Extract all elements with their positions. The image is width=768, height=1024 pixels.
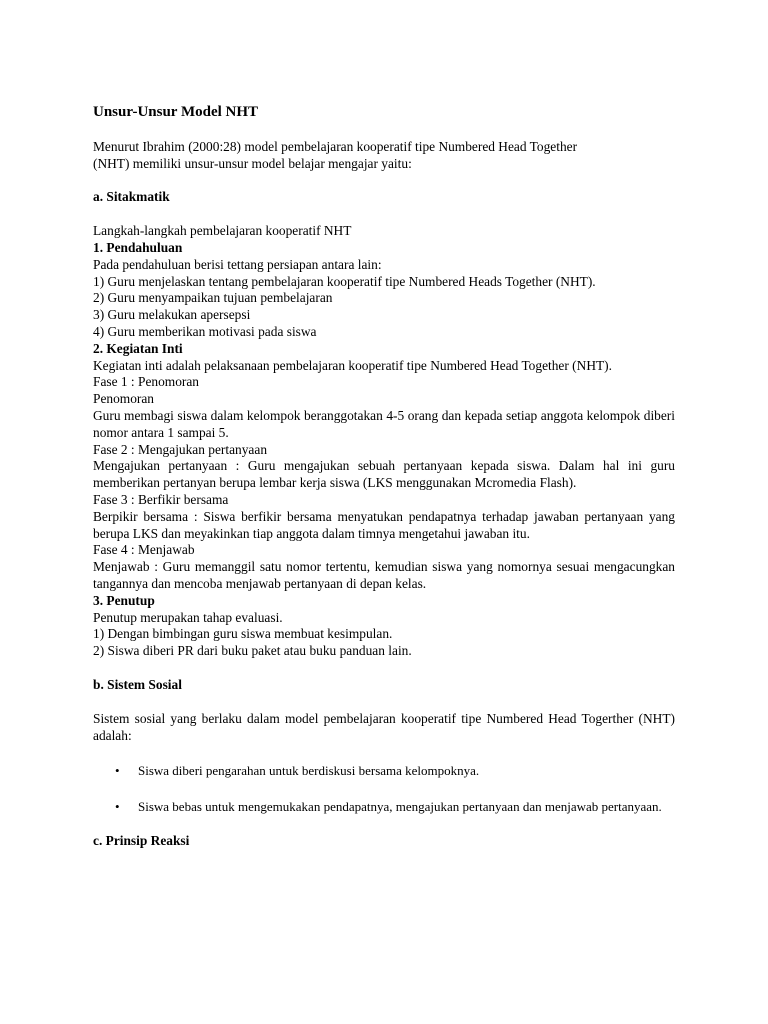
fase-1-title: Penomoran — [93, 391, 154, 407]
bullet-icon: • — [115, 799, 120, 815]
fase-4-text: Menjawab : Guru memanggil satu nomor tertentu, kemudian siswa yang nomornya sesuai mengacungkan tangannya dan mencoba menjawab pertanyaan di depan kelas. — [93, 559, 675, 591]
intro-paragraph-line-1: Menurut Ibrahim (2000:28) model pembelajaran kooperatif tipe Numbered Head Together — [93, 138, 578, 154]
fase-2-label: Fase 2 : Mengajukan pertanyaan — [93, 441, 268, 457]
bullet-icon: • — [115, 763, 120, 779]
penutup-lead: Penutup merupakan tahap evaluasi. — [93, 609, 283, 625]
penutup-heading: 3. Penutup — [93, 592, 155, 608]
pendahuluan-item-3: 3) Guru melakukan apersepsi — [93, 307, 251, 323]
fase-1-text: Guru membagi siswa dalam kelompok beranggotakan 4-5 orang dan kepada setiap anggota kelompok diberi nomor antara 1 sampai 5. — [93, 407, 675, 440]
pendahuluan-item-4: 4) Guru memberikan motivasi pada siswa — [93, 323, 317, 339]
section-a-heading: a. Sitakmatik — [93, 189, 170, 205]
kegiatan-inti-heading: 2. Kegiatan Inti — [93, 340, 183, 356]
list-item — [93, 761, 675, 780]
document-body — [93, 104, 675, 850]
document-title: Unsur-Unsur Model NHT — [93, 104, 259, 120]
fase-3-text: Berpikir bersama : Siswa berfikir bersama menyatukan pendapatnya terhadap jawaban pertanyaan yang berupa LKS dan meyakinkan tiap anggota dalam timnya mengetahui jawaban itu. — [93, 508, 675, 541]
pendahuluan-heading: 1. Pendahuluan — [93, 239, 183, 255]
section-c-heading: c. Prinsip Reaksi — [93, 833, 190, 849]
section-a-lead: Langkah-langkah pembelajaran kooperatif NHT — [93, 223, 352, 239]
intro-paragraph-line-2: (NHT) memiliki unsur-unsur model belajar mengajar yaitu: — [93, 155, 412, 171]
penutup-item-1: 1) Dengan bimbingan guru siswa membuat kesimpulan. — [93, 626, 393, 642]
list-item — [93, 797, 675, 816]
pendahuluan-item-2: 2) Guru menyampaikan tujuan pembelajaran — [93, 290, 333, 306]
section-b-text: Sistem sosial yang berlaku dalam model pembelajaran kooperatif tipe Numbered Head Togerther (NHT) adalah: — [93, 710, 675, 743]
bullet-text: Siswa bebas untuk mengemukakan pendapatnya, mengajukan pertanyaan dan menjawab pertanyaan. — [138, 799, 662, 815]
pendahuluan-item-1: 1) Guru menjelaskan tentang pembelajaran kooperatif tipe Numbered Heads Together (NHT). — [93, 273, 596, 289]
fase-3-label: Fase 3 : Berfikir bersama — [93, 491, 229, 507]
section-b-bullet-list — [93, 761, 675, 816]
fase-2-text: Mengajukan pertanyaan : Guru mengajukan sebuah pertanyaan kepada siswa. Dalam hal ini guru memberikan pertanyan berupa lembar kerja siswa (LKS menggunakan Mcromedia Flash). — [93, 458, 675, 491]
penutup-item-2: 2) Siswa diberi PR dari buku paket atau buku panduan lain. — [93, 643, 412, 659]
section-b-heading: b. Sistem Sosial — [93, 676, 182, 692]
fase-1-label: Fase 1 : Penomoran — [93, 374, 199, 390]
fase-4-label: Fase 4 : Menjawab — [93, 542, 195, 558]
kegiatan-inti-lead: Kegiatan inti adalah pelaksanaan pembelajaran kooperatif tipe Numbered Head Together (NHT). — [93, 357, 612, 373]
pendahuluan-lead: Pada pendahuluan berisi tettang persiapan antara lain: — [93, 256, 382, 272]
bullet-text: Siswa diberi pengarahan untuk berdiskusi bersama kelompoknya. — [138, 763, 480, 779]
